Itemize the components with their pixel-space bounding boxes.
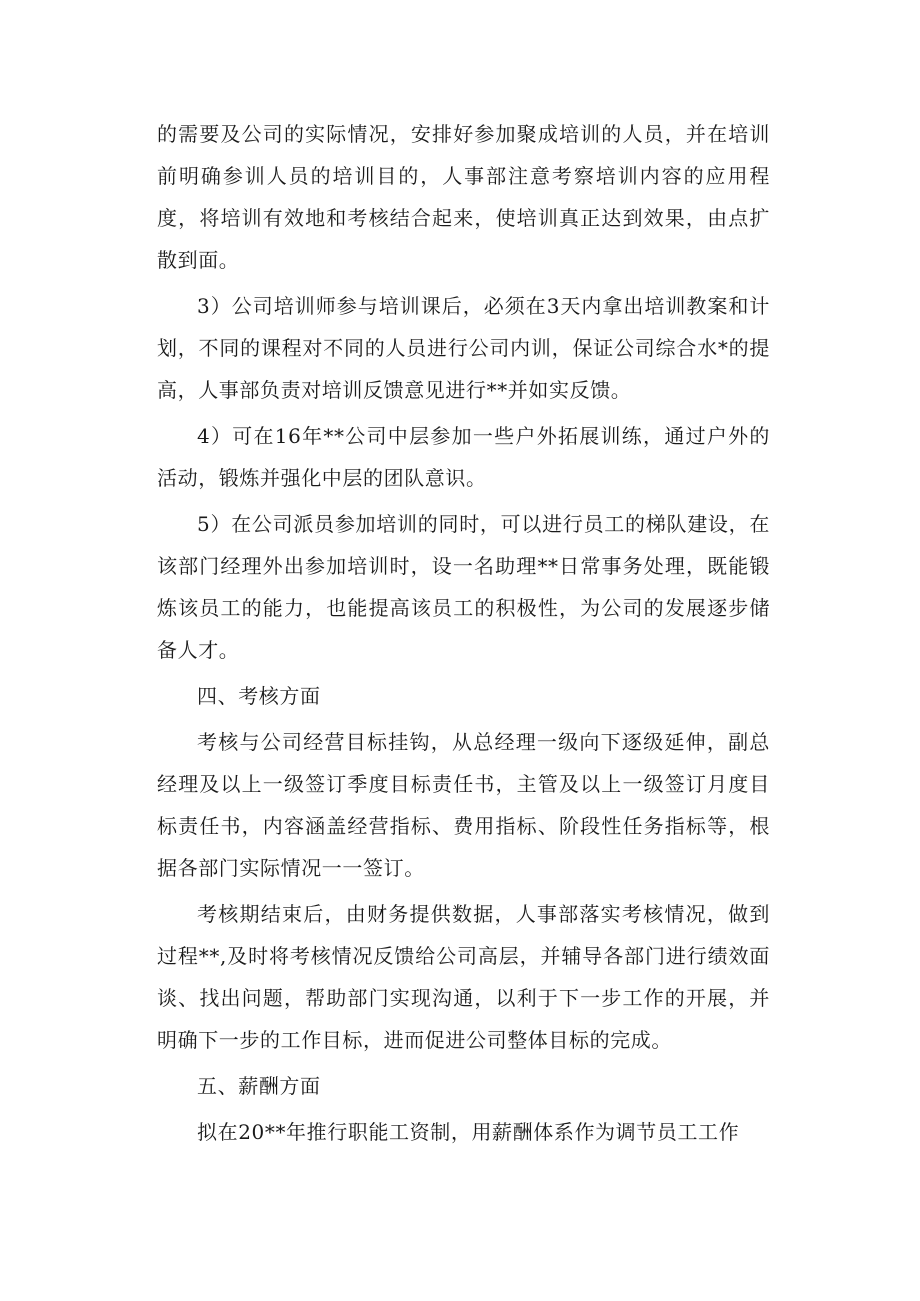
paragraph-compensation-plan: 拟在20**年推行职能工资制，用薪酬体系作为调节员工工作: [197, 1120, 740, 1144]
paragraph-item-3-trainer-plan: 3）公司培训师参与培训课后，必须在3天内拿出培训教案和计划，不同的课程对不同的人员进行公司内训，保证公司综合水*的提高，人事部负责对培训反馈意见进行**并如实反馈。: [157, 294, 770, 402]
paragraph-training-arrangement: 的需要及公司的实际情况，安排好参加聚成培训的人员，并在培训前明确参训人员的培训目的，人事部注意考察培训内容的应用程度，将培训有效地和考核结合起来，使培训真正达到效果，由点扩散到面。: [157, 122, 770, 272]
paragraph-assessment-followup: 考核期结束后，由财务提供数据，人事部落实考核情况，做到过程**,及时将考核情况反馈给公司高层，并辅导各部门进行绩效面谈、找出问题，帮助部门实现沟通，以利于下一步工作的开展，并明确下一步的工作目标，进而促进公司整体目标的完成。: [157, 902, 770, 1052]
paragraph-assessment-targets: 考核与公司经营目标挂钩，从总经理一级向下逐级延伸，副总经理及以上一级签订季度目标责任书，主管及以上一级签订月度目标责任书，内容涵盖经营指标、费用指标、阶段性任务指标等，根据各部门实际情况一一签订。: [157, 730, 770, 880]
paragraph-item-5-talent-pipeline: 5）在公司派员参加培训的同时，可以进行员工的梯队建设，在该部门经理外出参加培训时，设一名助理**日常事务处理，既能锻炼该员工的能力，也能提高该员工的积极性，为公司的发展逐步储备人才。: [157, 512, 770, 662]
paragraph-item-4-outdoor-training: 4）可在16年**公司中层参加一些户外拓展训练，通过户外的活动，锻炼并强化中层的团队意识。: [157, 424, 770, 490]
section-heading-compensation: 五、薪酬方面: [197, 1074, 321, 1098]
document-body: [157, 113, 770, 1157]
section-heading-assessment: 四、考核方面: [197, 684, 321, 708]
